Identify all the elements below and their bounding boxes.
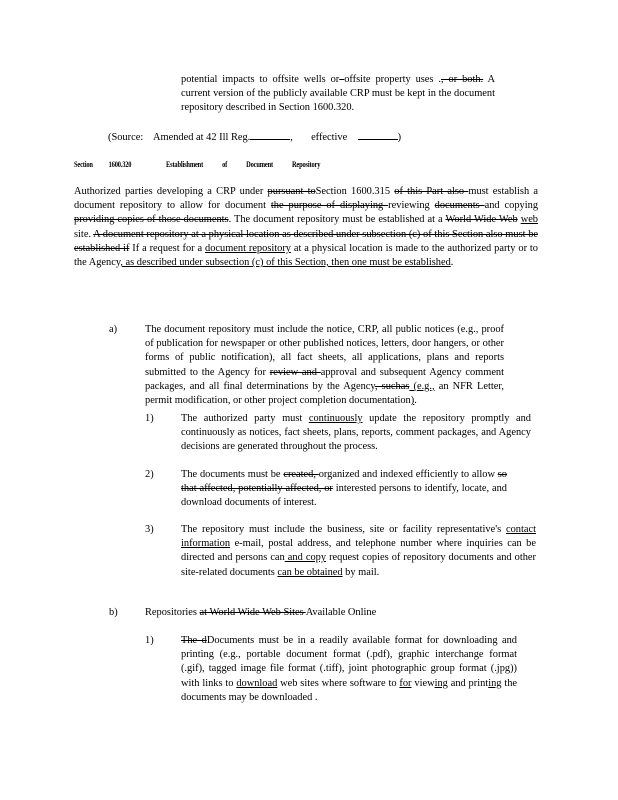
inserted-text: ing (434, 677, 448, 689)
source-effective: effective (311, 132, 348, 143)
deleted-text: the purpose of displaying (270, 200, 389, 212)
text: potential impacts to offsite wells or (181, 74, 340, 85)
text: . (314, 691, 318, 703)
item-a-label: a) (109, 324, 118, 335)
item-b1-text (181, 634, 517, 705)
deleted-text: A document repository at a physical location as described under subsection (c) of this Section also must be established if (74, 228, 538, 254)
source-amended: Amended at 42 Ill Reg. (153, 132, 251, 143)
text: The document repository must include the notice, CRP, all public notices (e.g., proof of publication for newspaper or other published notices, letters, door hangers, or other forms of public notification), all fact sheets, all applications, plans and reports submitted to the Agency for (145, 324, 504, 378)
text: and print (447, 677, 489, 689)
item-a-text (145, 323, 504, 408)
inserted-text: ing (488, 677, 502, 689)
deleted-text: at World Wide Web Sites (199, 607, 306, 618)
inserted-text: web (520, 214, 538, 226)
main-paragraph (74, 185, 538, 270)
text: Section 1600.315 (315, 186, 395, 197)
item-b1-label: 1) (145, 635, 154, 646)
text: . (450, 257, 454, 269)
deleted-text: so that affected, potentially affected, or (181, 469, 507, 495)
blank-line (358, 129, 398, 140)
text: organized and indexed efficiently to allow (318, 469, 498, 480)
inserted-text: for (399, 677, 412, 689)
item-a3-label: 3) (145, 524, 154, 535)
text: The repository must include the business, site or facility representative's (181, 524, 506, 535)
text: update the repository promptly and continuously as notices, fact sheets, plans, reports, comment packages, and Agency decisions are generated throughout the process. (181, 413, 532, 453)
intro-paragraph (181, 73, 495, 116)
text: approval and subsequent Agency comment packages, and all final determinations by the Agency (145, 366, 505, 392)
text: If a request for a (129, 242, 205, 254)
text: The authorized party must (181, 413, 309, 424)
source-note: (Source: Amended at 42 Ill Reg. , effective ) (108, 129, 428, 145)
item-a2-label: 2) (145, 469, 154, 480)
deleted-text: of this Part also (394, 186, 469, 197)
text: A current version of the publicly available CRP must be kept in the document repository described in Section 1600.320. (181, 74, 495, 114)
text: Authorized parties developing a CRP under (74, 186, 268, 197)
source-open: (Source: (108, 132, 144, 143)
item-b-text (145, 606, 475, 620)
text: at a physical location is made to the authorized party or to the Agency (74, 242, 538, 269)
inserted-text: document repository (205, 242, 291, 254)
text: site. (74, 228, 94, 240)
deleted-text: created, (283, 469, 319, 480)
text: web sites where software to (277, 677, 400, 689)
deleted-text: review and (269, 366, 321, 378)
deleted-text: World Wide Web (445, 214, 518, 226)
text: an NFR Letter, permit modification, or other project completion documentation (145, 380, 504, 407)
inserted-text: ) (410, 395, 415, 407)
text: view (411, 677, 435, 689)
inserted-text: . (438, 74, 441, 85)
section-title: Establishment of Document Repository (166, 160, 321, 169)
text: reviewing (388, 200, 435, 212)
text: The documents must be (181, 469, 284, 480)
text: and copying (484, 200, 539, 212)
item-a3-text (181, 523, 536, 580)
text: interested persons to identify, locate, and download documents of interest. (181, 483, 507, 509)
text: Repositories (145, 607, 200, 618)
deleted-text: , suchas (374, 380, 410, 392)
section-number: Section 1600.320 (74, 160, 132, 169)
deleted-text: , or both. (441, 74, 484, 85)
text: by mail. (342, 566, 380, 578)
item-a2-text (181, 468, 507, 511)
deleted-text: documents (434, 200, 485, 212)
text: Documents must be in a readily available format for downloading and printing (e.g., portable document format (.pdf), graphic interchange format (.gif), tagged image file format (.tiff), joint photographic group format (.jpg)) with links to (181, 635, 517, 689)
deleted-text: pursuant to (267, 186, 316, 197)
inserted-text: , as described under subsection (c) of this Section, then one must be established (120, 257, 451, 269)
text: Available Online (305, 607, 377, 618)
inserted-text: continuously (308, 413, 363, 424)
deleted-text: providing copies of those documents (74, 214, 229, 226)
text: offsite property uses (344, 74, 434, 85)
item-a1-label: 1) (145, 413, 154, 424)
inserted-text: and copy (284, 552, 327, 564)
text: . (414, 395, 417, 407)
text: must establish a document repository to allow for document (74, 186, 539, 212)
item-b-label: b) (109, 607, 118, 618)
text: the documents may be downloaded (181, 677, 518, 703)
item-a1-text (181, 412, 531, 455)
inserted-text: can be obtained (277, 566, 343, 578)
source-close: ) (397, 132, 402, 143)
inserted-text: (e.g., (409, 380, 435, 392)
text: request copies of repository documents and other site-related documents (181, 552, 537, 578)
text: e-mail, postal address, and telephone number where inquiries can be directed and persons can (181, 538, 536, 564)
inserted-text: contact information (181, 524, 536, 550)
inserted-text: download (236, 677, 278, 689)
deleted-text: The d (181, 635, 207, 646)
blank-line (250, 129, 290, 140)
text: . The document repository must be established at a (228, 214, 446, 226)
